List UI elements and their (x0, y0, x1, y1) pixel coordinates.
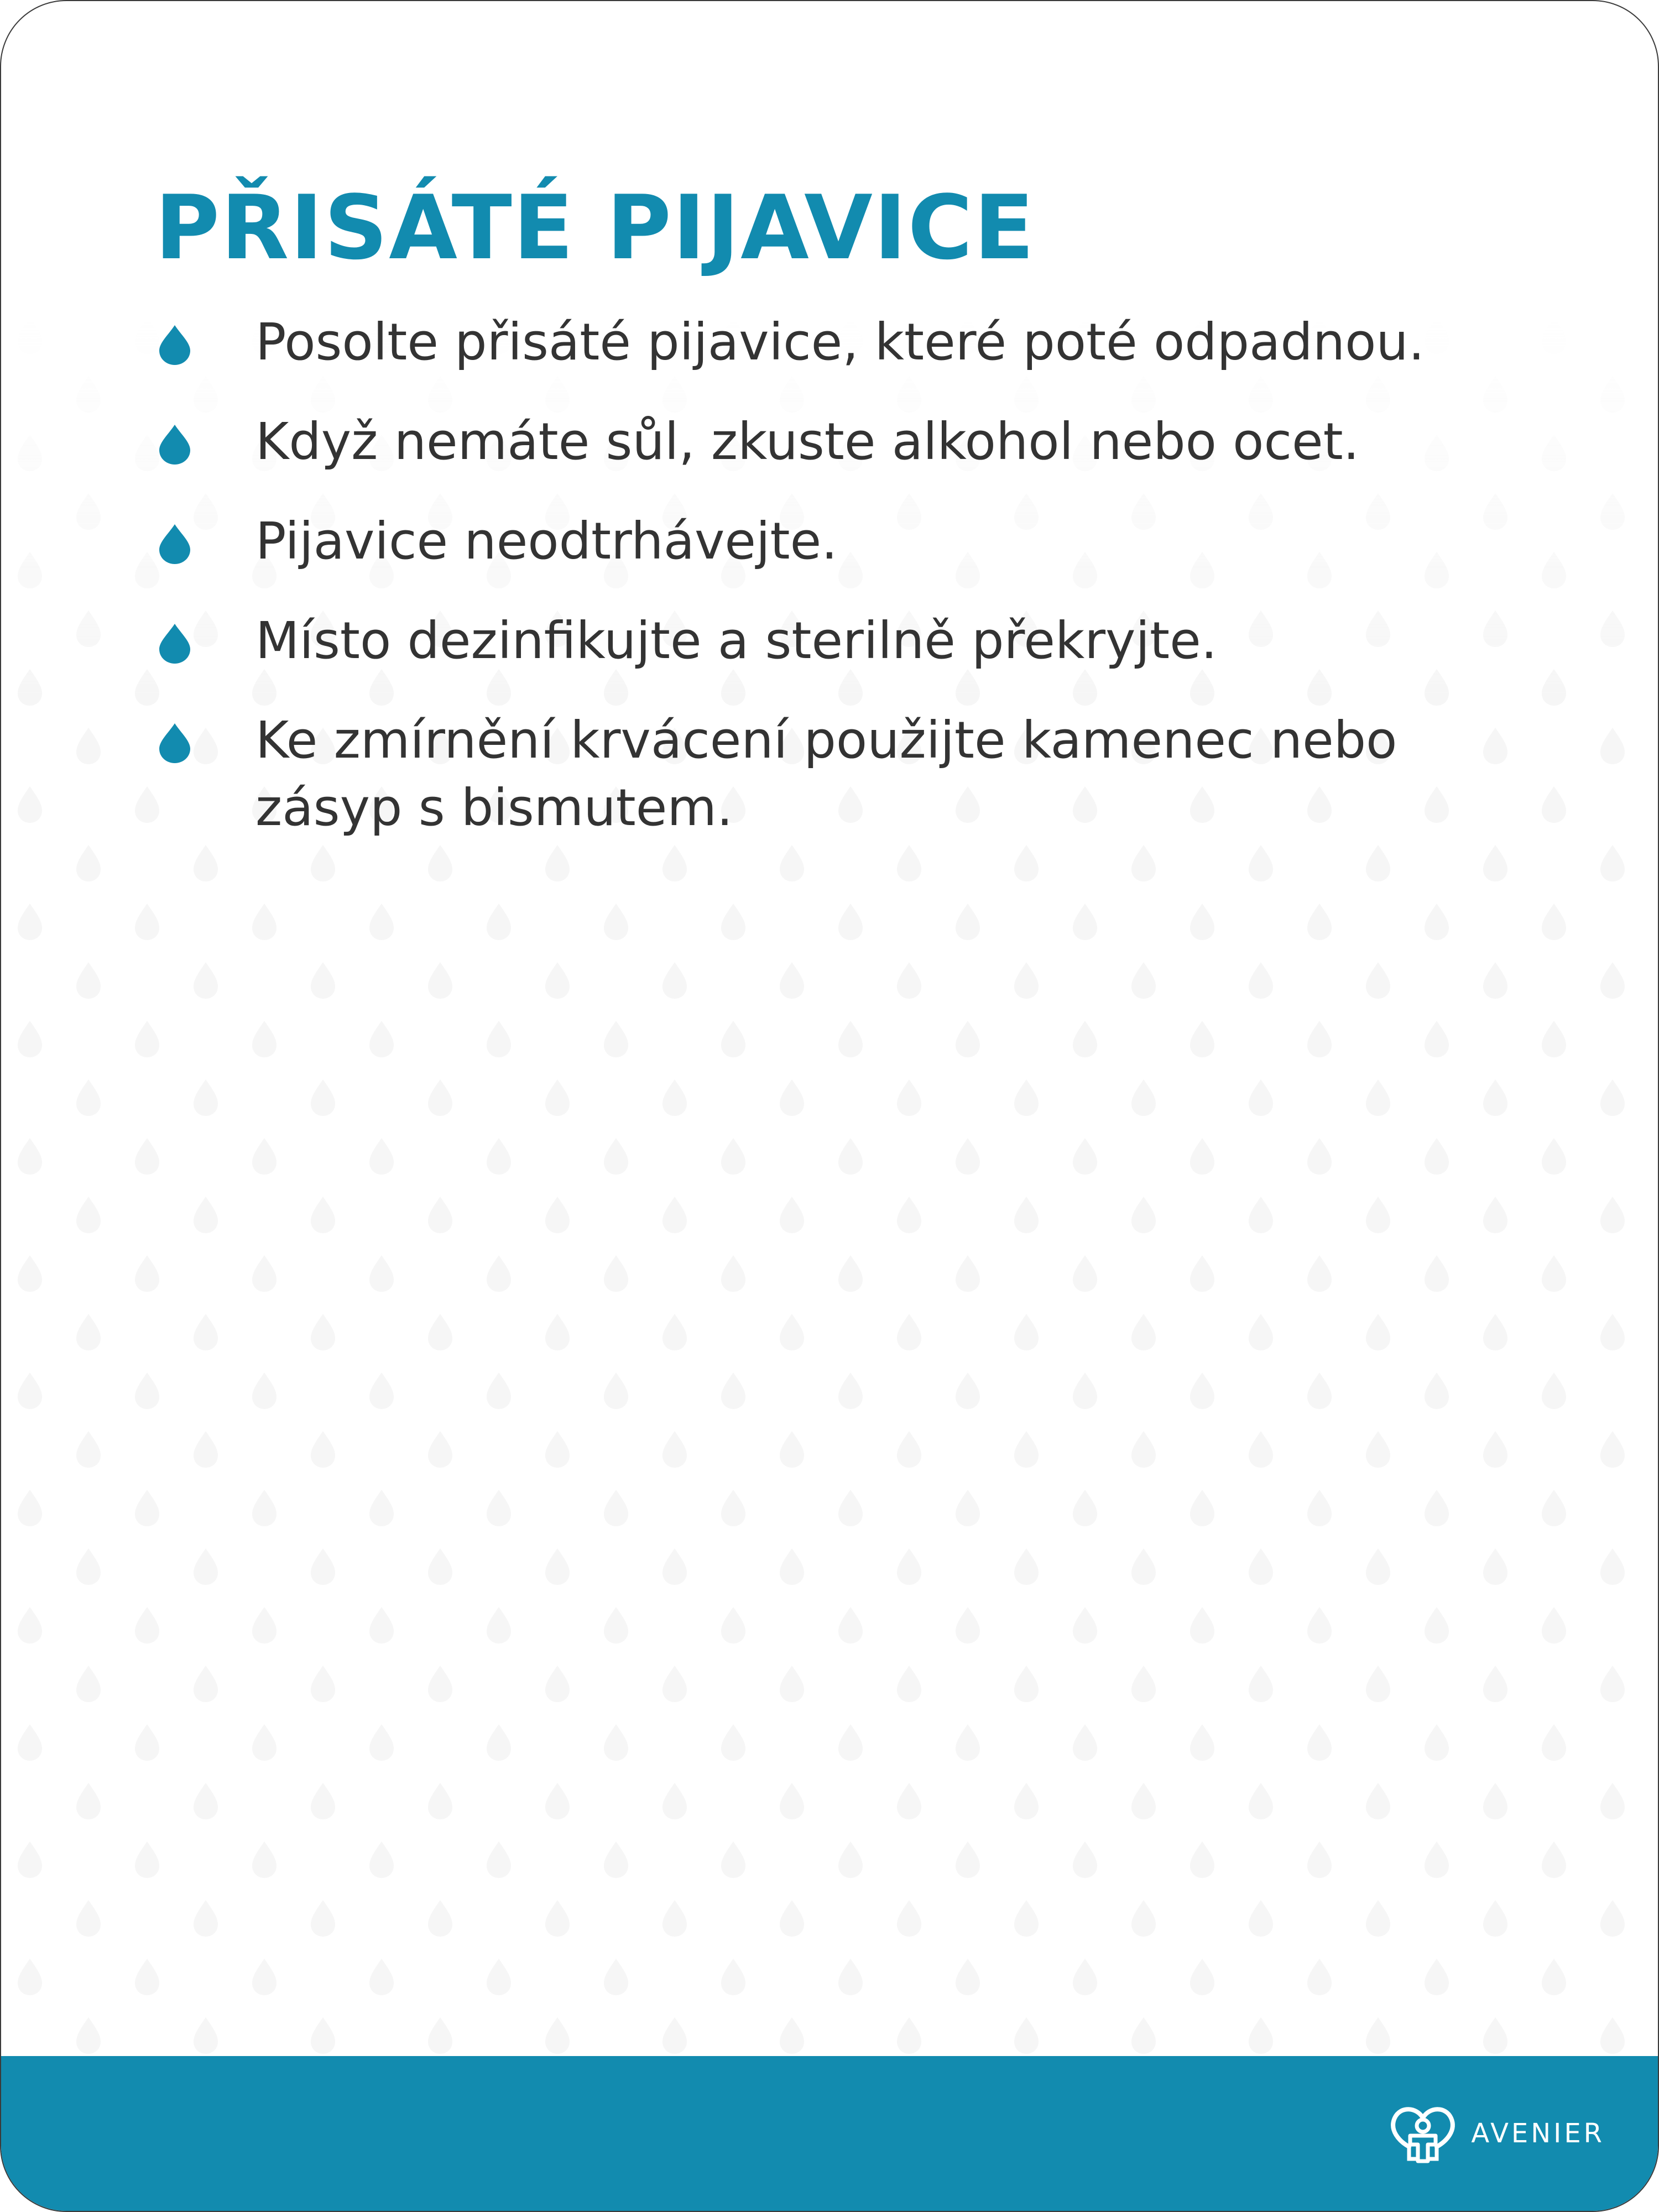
page-title: PŘISÁTÉ PIJAVICE (155, 176, 1036, 279)
drop-icon (156, 324, 194, 366)
list-item-text: Pijavice neodtrhávejte. (255, 512, 838, 571)
drop-icon (156, 623, 194, 665)
brand-logo (1388, 2101, 1605, 2166)
list-item (150, 309, 1533, 376)
drop-icon (156, 424, 194, 466)
list-item-text: Posolte přisáté pijavice, které poté odpadnou. (255, 312, 1425, 372)
brand-name: AVENIER (1471, 2118, 1605, 2149)
avenier-logo-icon (1388, 2101, 1458, 2166)
list-item-text: Ke zmírnění krvácení použijte kamenec nebo zásyp s bismutem. (255, 711, 1397, 837)
list-item (150, 707, 1533, 842)
drop-icon (156, 523, 194, 565)
list-item (150, 408, 1533, 476)
list-item-text: Když nemáte sůl, zkuste alkohol nebo ocet. (255, 412, 1359, 471)
list-item-text: Místo dezinfikujte a sterilně překryjte. (255, 611, 1217, 670)
footer-bar (1, 2056, 1659, 2211)
list-item (150, 607, 1533, 675)
list-item (150, 508, 1533, 575)
instruction-list (150, 309, 1533, 874)
drop-icon (156, 722, 194, 764)
